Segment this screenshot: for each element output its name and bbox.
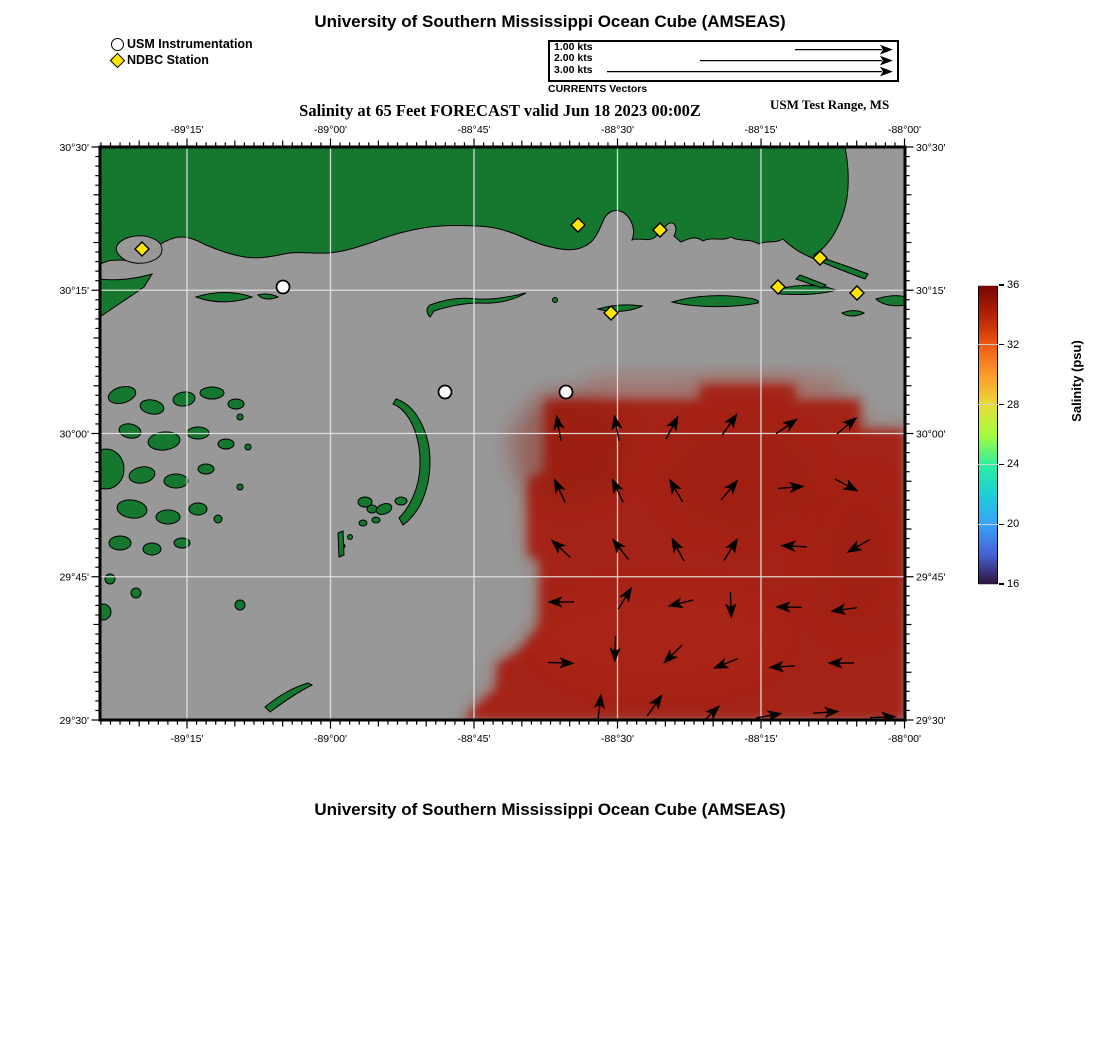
usm-station-marker	[439, 386, 452, 399]
lat-tick-label: 29°45'	[916, 571, 946, 584]
island	[359, 520, 367, 526]
lon-tick-label: -88°00'	[887, 124, 922, 136]
forecast-subtitle: Salinity at 65 Feet FORECAST valid Jun 18 2023 00:00Z	[299, 101, 701, 120]
currents-scale-label: 3.00 kts	[554, 63, 593, 76]
lat-tick-label: 29°45'	[59, 571, 89, 584]
colorbar-tick	[999, 284, 1004, 285]
currents-vector-scale-box	[548, 40, 899, 82]
currents-scale-row	[550, 42, 897, 53]
island	[395, 497, 407, 505]
map-canvas	[40, 107, 980, 787]
ndbc-diamond-icon	[110, 52, 127, 68]
lon-tick-label: -88°15'	[744, 124, 778, 136]
colorbar-tick	[978, 404, 998, 405]
currents-scale-label: 1.00 kts	[554, 41, 593, 53]
lat-tick-label: 30°15'	[59, 285, 89, 298]
lon-tick-label: -88°30'	[600, 733, 635, 745]
colorbar-tick-label: 20	[1007, 518, 1020, 531]
legend-row-ndbc	[110, 52, 253, 68]
island	[338, 531, 344, 557]
usm-station-marker	[560, 386, 573, 399]
colorbar-tick	[978, 584, 998, 585]
colorbar-tick-label: 24	[1007, 458, 1020, 471]
currents-scale-arrow	[555, 42, 895, 53]
bottom-title: University of Southern Mississippi Ocean Cube (AMSEAS)	[314, 800, 786, 819]
currents-scale-row	[550, 53, 897, 64]
lat-tick-label: 29°30'	[59, 714, 89, 727]
usm-circle-icon	[110, 36, 127, 52]
colorbar-axis-label: Salinity (psu)	[1069, 340, 1084, 422]
colorbar-tick-label: 16	[1007, 578, 1020, 590]
lat-tick-label: 30°00'	[916, 428, 946, 441]
island	[553, 298, 558, 303]
colorbar-tick-label: 32	[1007, 338, 1020, 351]
lat-tick-label: 29°30'	[916, 714, 946, 727]
test-range-label: USM Test Range, MS	[770, 97, 890, 112]
map-plot	[40, 107, 980, 787]
lon-tick-label: -88°45'	[457, 124, 491, 136]
colorbar-tick	[978, 524, 998, 525]
lon-tick-label: -89°00'	[313, 124, 348, 136]
colorbar-tick	[999, 344, 1004, 345]
lon-tick-label: -88°45'	[457, 733, 491, 745]
lon-tick-label: -89°15'	[170, 124, 204, 136]
lon-tick-label: -88°15'	[744, 733, 778, 745]
top-title: University of Southern Mississippi Ocean Cube (AMSEAS)	[314, 12, 786, 31]
currents-scale-arrow	[555, 65, 895, 76]
salinity-field	[463, 375, 915, 720]
island	[348, 535, 353, 540]
currents-scale-label: 2.00 kts	[554, 52, 593, 65]
colorbar-tick	[999, 524, 1004, 525]
usm-station-marker	[277, 281, 290, 294]
currents-scale-row	[550, 65, 897, 76]
colorbar-tick	[999, 404, 1004, 405]
colorbar-tick-label: 36	[1007, 279, 1020, 291]
lat-tick-label: 30°00'	[59, 428, 89, 441]
lon-tick-label: -89°00'	[313, 733, 348, 745]
colorbar-tick-label: 28	[1007, 398, 1020, 411]
colorbar-tick	[978, 464, 998, 465]
lat-tick-label: 30°30'	[59, 141, 89, 154]
colorbar-tick	[978, 285, 998, 286]
colorbar-tick	[999, 583, 1004, 584]
lon-tick-label: -89°15'	[170, 733, 204, 745]
currents-legend-title: CURRENTS Vectors	[548, 83, 648, 95]
legend-row-usm	[110, 36, 253, 52]
legend-ndbc-label: NDBC Station	[127, 52, 209, 67]
colorbar-tick	[999, 464, 1004, 465]
lon-tick-label: -88°30'	[600, 124, 635, 136]
salinity-colorbar	[978, 285, 998, 585]
legend-usm-label: USM Instrumentation	[127, 36, 253, 51]
lat-tick-label: 30°30'	[916, 141, 946, 154]
currents-scale-arrow	[555, 53, 895, 64]
colorbar-tick	[978, 344, 998, 345]
lat-tick-label: 30°15'	[916, 285, 946, 298]
island	[358, 497, 372, 507]
station-legend	[110, 36, 253, 68]
lon-tick-label: -88°00'	[887, 733, 922, 745]
island	[372, 517, 380, 523]
